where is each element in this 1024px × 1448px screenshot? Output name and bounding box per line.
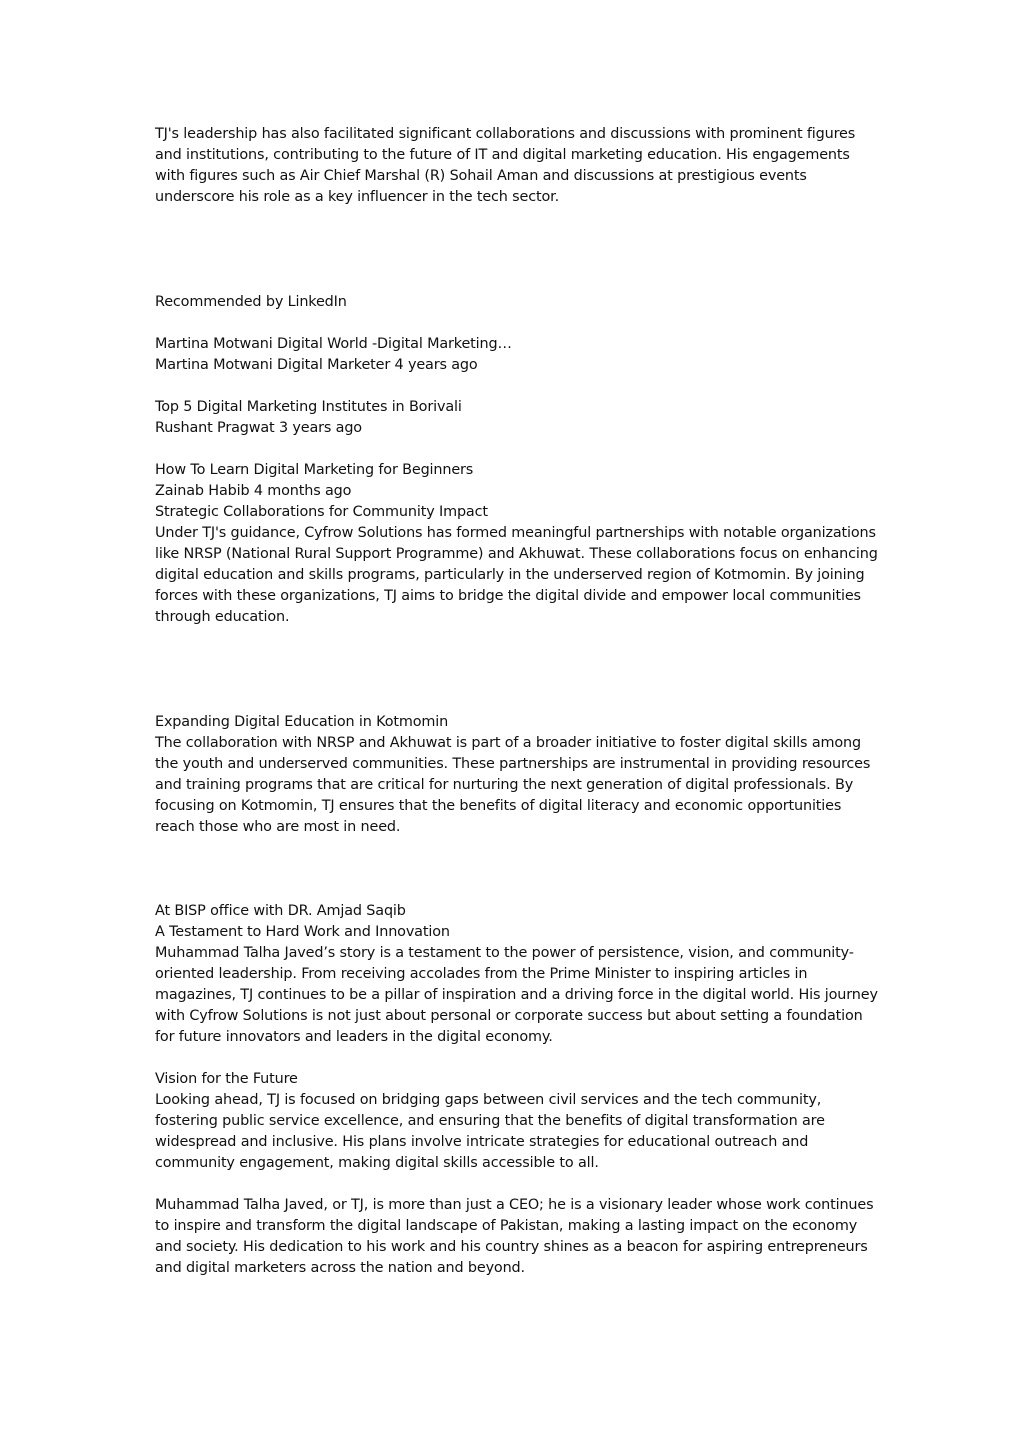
text-line: magazines, TJ continues to be a pillar of inspiration and a driving force in the digital world. His journey [155,987,878,1003]
spacer [155,1174,875,1195]
text-line: oriented leadership. From receiving accolades from the Prime Minister to inspiring articles in [155,966,808,982]
text-line: community engagement, making digital skills accessible to all. [155,1155,599,1171]
recommended-item-title[interactable]: How To Learn Digital Marketing for Beginners [155,462,474,478]
intro-paragraph [155,124,875,208]
spacer [155,628,875,712]
section-heading: A Testament to Hard Work and Innovation [155,924,450,940]
section-heading: Vision for the Future [155,1071,298,1087]
recommended-item[interactable] [155,460,875,502]
text-line: forces with these organizations, TJ aims to bridge the digital divide and empower local communities [155,588,861,604]
vision-section [155,1069,875,1174]
text-line: digital education and skills programs, particularly in the underserved region of Kotmomin. By joining [155,567,865,583]
text-line: The collaboration with NRSP and Akhuwat is part of a broader initiative to foster digital skills among [155,735,861,751]
spacer [155,838,875,901]
text-line: widespread and inclusive. His plans involve intricate strategies for educational outreach and [155,1134,809,1150]
recommended-item[interactable] [155,397,875,439]
spacer [155,376,875,397]
image-caption: At BISP office with DR. Amjad Saqib [155,903,406,919]
text-line: Muhammad Talha Javed, or TJ, is more than just a CEO; he is a visionary leader whose work continues [155,1197,874,1213]
text-line: reach those who are most in need. [155,819,401,835]
text-line: Under TJ's guidance, Cyfrow Solutions has formed meaningful partnerships with notable organizations [155,525,876,541]
text-line: fostering public service excellence, and ensuring that the benefits of digital transformation are [155,1113,825,1129]
recommended-item-title[interactable]: Top 5 Digital Marketing Institutes in Borivali [155,399,462,415]
document-page [155,124,878,1279]
text-line: like NRSP (National Rural Support Programme) and Akhuwat. These collaborations focus on enhancing [155,546,878,562]
closing-paragraph [155,1195,875,1279]
text-line: and institutions, contributing to the future of IT and digital marketing education. His engagements [155,147,850,163]
text-line: and digital marketers across the nation and beyond. [155,1260,525,1276]
text-line: with figures such as Air Chief Marshal (R) Sohail Aman and discussions at prestigious events [155,168,807,184]
spacer [155,208,875,292]
text-line: and society. His dedication to his work and his country shines as a beacon for aspiring entrepreneurs [155,1239,868,1255]
text-line: with Cyfrow Solutions is not just about personal or corporate success but about setting a foundation [155,1008,863,1024]
text-line: Muhammad Talha Javed’s story is a testament to the power of persistence, vision, and community- [155,945,854,961]
text-line: for future innovators and leaders in the digital economy. [155,1029,553,1045]
recommended-section [155,292,875,502]
recommended-item[interactable] [155,334,875,376]
recommended-item-title[interactable]: Martina Motwani Digital World -Digital Marketing… [155,336,512,352]
testament-section [155,901,878,1048]
section-heading: Strategic Collaborations for Community Impact [155,504,488,520]
text-line: to inspire and transform the digital landscape of Pakistan, making a lasting impact on the economy [155,1218,858,1234]
strategic-section [155,502,878,628]
spacer [155,439,875,460]
spacer [155,1048,875,1069]
recommended-item-meta: Zainab Habib 4 months ago [155,483,352,499]
text-line: and training programs that are critical for nurturing the next generation of digital professionals. By [155,777,854,793]
text-line: TJ's leadership has also facilitated significant collaborations and discussions with prominent figures [155,126,856,142]
text-line: underscore his role as a key influencer in the tech sector. [155,189,560,205]
expanding-section [155,712,875,838]
recommended-item-meta: Rushant Pragwat 3 years ago [155,420,362,436]
recommended-heading: Recommended by LinkedIn [155,294,347,310]
spacer [155,313,875,334]
text-line: Looking ahead, TJ is focused on bridging gaps between civil services and the tech community, [155,1092,822,1108]
text-line: the youth and underserved communities. These partnerships are instrumental in providing resources [155,756,871,772]
section-heading: Expanding Digital Education in Kotmomin [155,714,449,730]
recommended-item-meta: Martina Motwani Digital Marketer 4 years ago [155,357,478,373]
text-line: focusing on Kotmomin, TJ ensures that the benefits of digital literacy and economic opportunities [155,798,842,814]
text-line: through education. [155,609,290,625]
